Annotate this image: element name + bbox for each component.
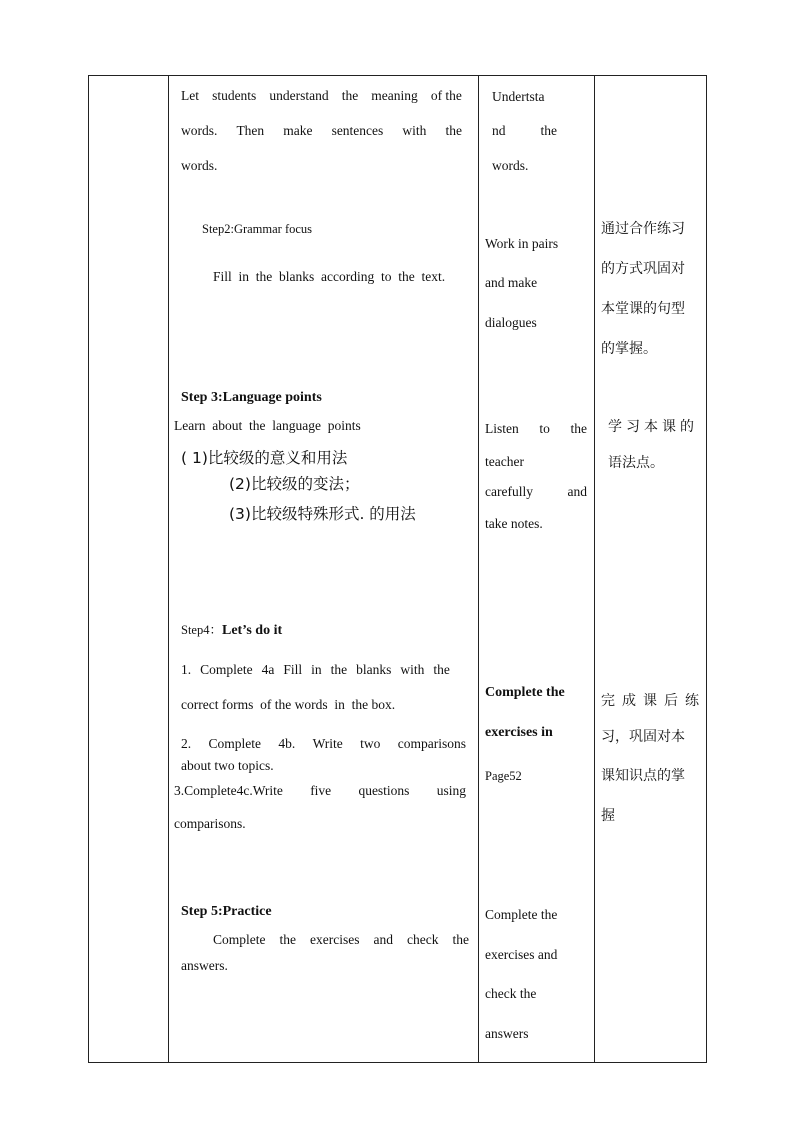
intro-line-3: words. xyxy=(181,158,218,173)
col4-row3-line-1: 学习本课的 xyxy=(608,419,698,435)
step3-point-1: ( 1)比较级的意义和用法 xyxy=(181,449,348,467)
col3-row3-line-1: Listen to the xyxy=(485,421,587,436)
step4-item-3-line-1: 3.Complete4c.Write five questions using xyxy=(174,783,466,798)
col3-row3-line-3: carefully and xyxy=(485,484,587,499)
col4-row4-line-2: 习，巩固对本 xyxy=(601,729,685,745)
step2-title: Step2:Grammar focus xyxy=(202,222,313,236)
col3-row4-line-2: exercises in xyxy=(485,725,553,740)
col4-row4-line-4: 握 xyxy=(601,808,615,824)
col3-row5-line-2: exercises and xyxy=(485,947,558,962)
col3-row2-line-2: and make xyxy=(485,275,538,290)
step4-item-1-line-2: correct forms of the words in the box. xyxy=(181,697,396,712)
col4-row2-line-4: 的掌握。 xyxy=(601,341,657,357)
intro-line-1: Let students understand the meaning of the xyxy=(181,88,462,103)
col4-row3-line-2: 语法点。 xyxy=(608,455,664,471)
col4-row2-line-1: 通过合作练习 xyxy=(601,221,685,237)
step3-point-2: (2)比较级的变法； xyxy=(229,475,360,493)
col3-row5-line-4: answers xyxy=(485,1026,529,1041)
step5-line-1: Complete the exercises and check the xyxy=(213,932,469,947)
step3-text: Learn about the language points xyxy=(174,418,361,433)
column-divider xyxy=(478,76,479,1062)
step4-title-prefix: Step4： xyxy=(181,623,222,637)
col3-row3-line-2: teacher xyxy=(485,454,524,469)
col3-row5-line-1: Complete the xyxy=(485,907,558,922)
col3-row3-line-4: take notes. xyxy=(485,516,543,531)
col3-row4-line-1: Complete the xyxy=(485,685,565,700)
col3-row4-line-3: Page52 xyxy=(485,769,522,783)
column-divider xyxy=(168,76,169,1062)
step3-point-3: (3)比较级特殊形式. 的用法 xyxy=(229,505,416,523)
step4-title-bold: Let’s do it xyxy=(221,623,283,638)
col4-row2-line-2: 的方式巩固对 xyxy=(601,261,685,277)
col4-row2-line-3: 本堂课的句型 xyxy=(601,301,685,317)
col4-row4-line-1: 完 成 课 后 练 xyxy=(601,693,699,709)
col3-row2-line-3: dialogues xyxy=(485,315,537,330)
step4-item-1-line-1: 1. Complete 4a Fill in the blanks with the xyxy=(181,662,450,677)
col4-row4-line-3: 课知识点的掌 xyxy=(601,768,685,784)
step4-item-2-line-1: 2. Complete 4b. Write two comparisons xyxy=(181,736,466,751)
step4-item-2-line-2: about two topics. xyxy=(181,758,274,773)
col3-row1-line-2: nd the xyxy=(492,123,557,138)
column-divider xyxy=(594,76,595,1062)
step5-title: Step 5:Practice xyxy=(181,904,272,919)
step2-text: Fill in the blanks according to the text. xyxy=(213,269,446,284)
step5-line-2: answers. xyxy=(181,958,228,973)
step3-title: Step 3:Language points xyxy=(181,390,322,405)
col3-row5-line-3: check the xyxy=(485,986,537,1001)
step4-item-3-line-2: comparisons. xyxy=(174,816,246,831)
col3-row1-line-3: words. xyxy=(492,158,529,173)
step4-title xyxy=(181,621,282,639)
col3-row2-line-1: Work in pairs xyxy=(485,236,559,251)
col3-row1-line-1: Undertsta xyxy=(492,89,545,104)
intro-line-2: words. Then make sentences with the xyxy=(181,123,462,138)
